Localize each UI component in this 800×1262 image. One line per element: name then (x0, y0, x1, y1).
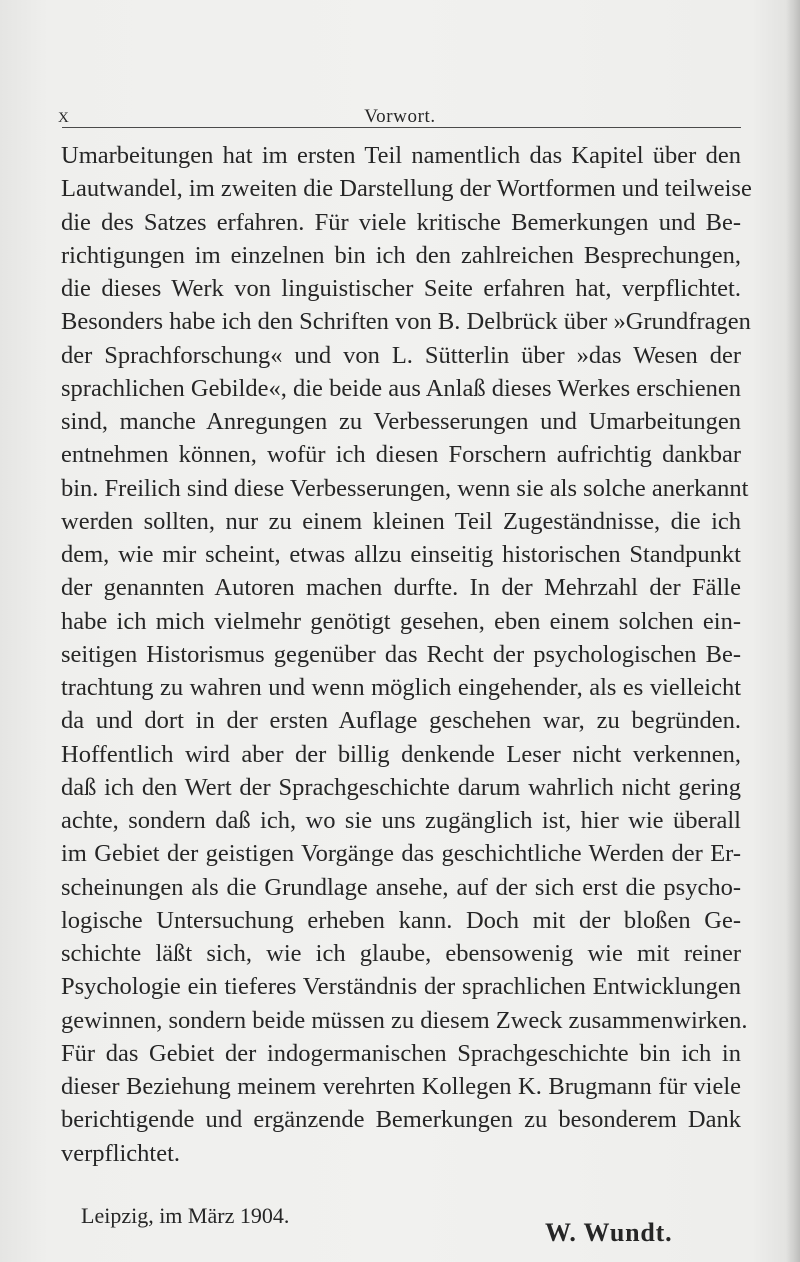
header-rule (62, 127, 741, 128)
text-line: habe ich mich vielmehr genötigt gesehen, eben einem solchen ein- (61, 607, 741, 635)
text-line: sprachlichen Gebilde«, die beide aus Anlaß dieses Werkes erschienen (61, 374, 741, 402)
text-line: entnehmen können, wofür ich diesen Forschern aufrichtig dankbar (61, 441, 741, 469)
text-line: logische Untersuchung erheben kann. Doch mit der bloßen Ge- (61, 906, 741, 934)
text-line: der genannten Autoren machen durfte. In der Mehrzahl der Fälle (61, 574, 741, 602)
text-line: daß ich den Wert der Sprachgeschichte darum wahrlich nicht gering (61, 773, 741, 801)
text-line: dem, wie mir scheint, etwas allzu einseitig historischen Standpunkt (61, 541, 741, 568)
text-line: achte, sondern daß ich, wo sie uns zugänglich ist, hier wie überall (61, 807, 741, 834)
text-line: Für das Gebiet der indogermanischen Sprachgeschichte bin ich in (61, 1039, 741, 1067)
text-line: Hoffentlich wird aber der billig denkende Leser nicht verkennen, (61, 740, 741, 768)
text-line: sind, manche Anregungen zu Verbesserungen und Umarbeitungen (61, 408, 741, 435)
text-line: dieser Beziehung meinem verehrten Kollegen K. Brugmann für viele (61, 1073, 741, 1100)
text-line: Lautwandel, im zweiten die Darstellung der Wortformen und teilweise (61, 175, 752, 203)
text-line: scheinungen als die Grundlage ansehe, auf der sich erst die psycho- (61, 873, 741, 901)
place-date: Leipzig, im März 1904. (81, 1203, 290, 1228)
text-line: trachtung zu wahren und wenn möglich eingehender, als es vielleicht (61, 674, 741, 701)
text-line: Besonders habe ich den Schriften von B. Delbrück über »Grundfragen (61, 308, 751, 336)
text-line: im Gebiet der geistigen Vorgänge das geschichtliche Werden der Er- (61, 840, 741, 868)
text-line: berichtigende und ergänzende Bemerkungen zu besonderem Dank (61, 1106, 741, 1134)
text-line: gewinnen, sondern beide müssen zu diesem Zweck zusammenwirken. (61, 1006, 748, 1034)
text-line: schichte läßt sich, wie ich glaube, ebensowenig wie mit reiner (61, 940, 741, 967)
text-line: bin. Freilich sind diese Verbesserungen, wenn sie als solche anerkannt (61, 474, 749, 502)
text-line: seitigen Historismus gegenüber das Recht der psychologischen Be- (61, 640, 741, 668)
text-line: Psychologie ein tieferes Verständnis der sprachlichen Entwicklungen (61, 973, 741, 1001)
page-number: X (58, 110, 70, 126)
text-line: da und dort in der ersten Auflage geschehen war, zu begründen. (61, 707, 741, 735)
text-line: die des Satzes erfahren. Für viele kritische Bemerkungen und Be- (61, 208, 741, 236)
text-line: die dieses Werk von linguistischer Seite erfahren hat, verpflichtet. (61, 275, 741, 302)
author-signature: W. Wundt. (545, 1218, 673, 1247)
text-line: richtigungen im einzelnen bin ich den zahlreichen Besprechungen, (61, 241, 741, 269)
text-line: der Sprachforschung« und von L. Sütterlin über »das Wesen der (61, 341, 741, 369)
running-head: Vorwort. (364, 106, 436, 127)
text-line: verpflichtet. (61, 1139, 181, 1167)
page-edge-shadow (786, 0, 800, 1262)
body-text (61, 139, 752, 1170)
text-line: Umarbeitungen hat im ersten Teil namentlich das Kapitel über den (61, 142, 741, 169)
text-line: werden sollten, nur zu einem kleinen Teil Zugeständnisse, die ich (61, 507, 741, 535)
